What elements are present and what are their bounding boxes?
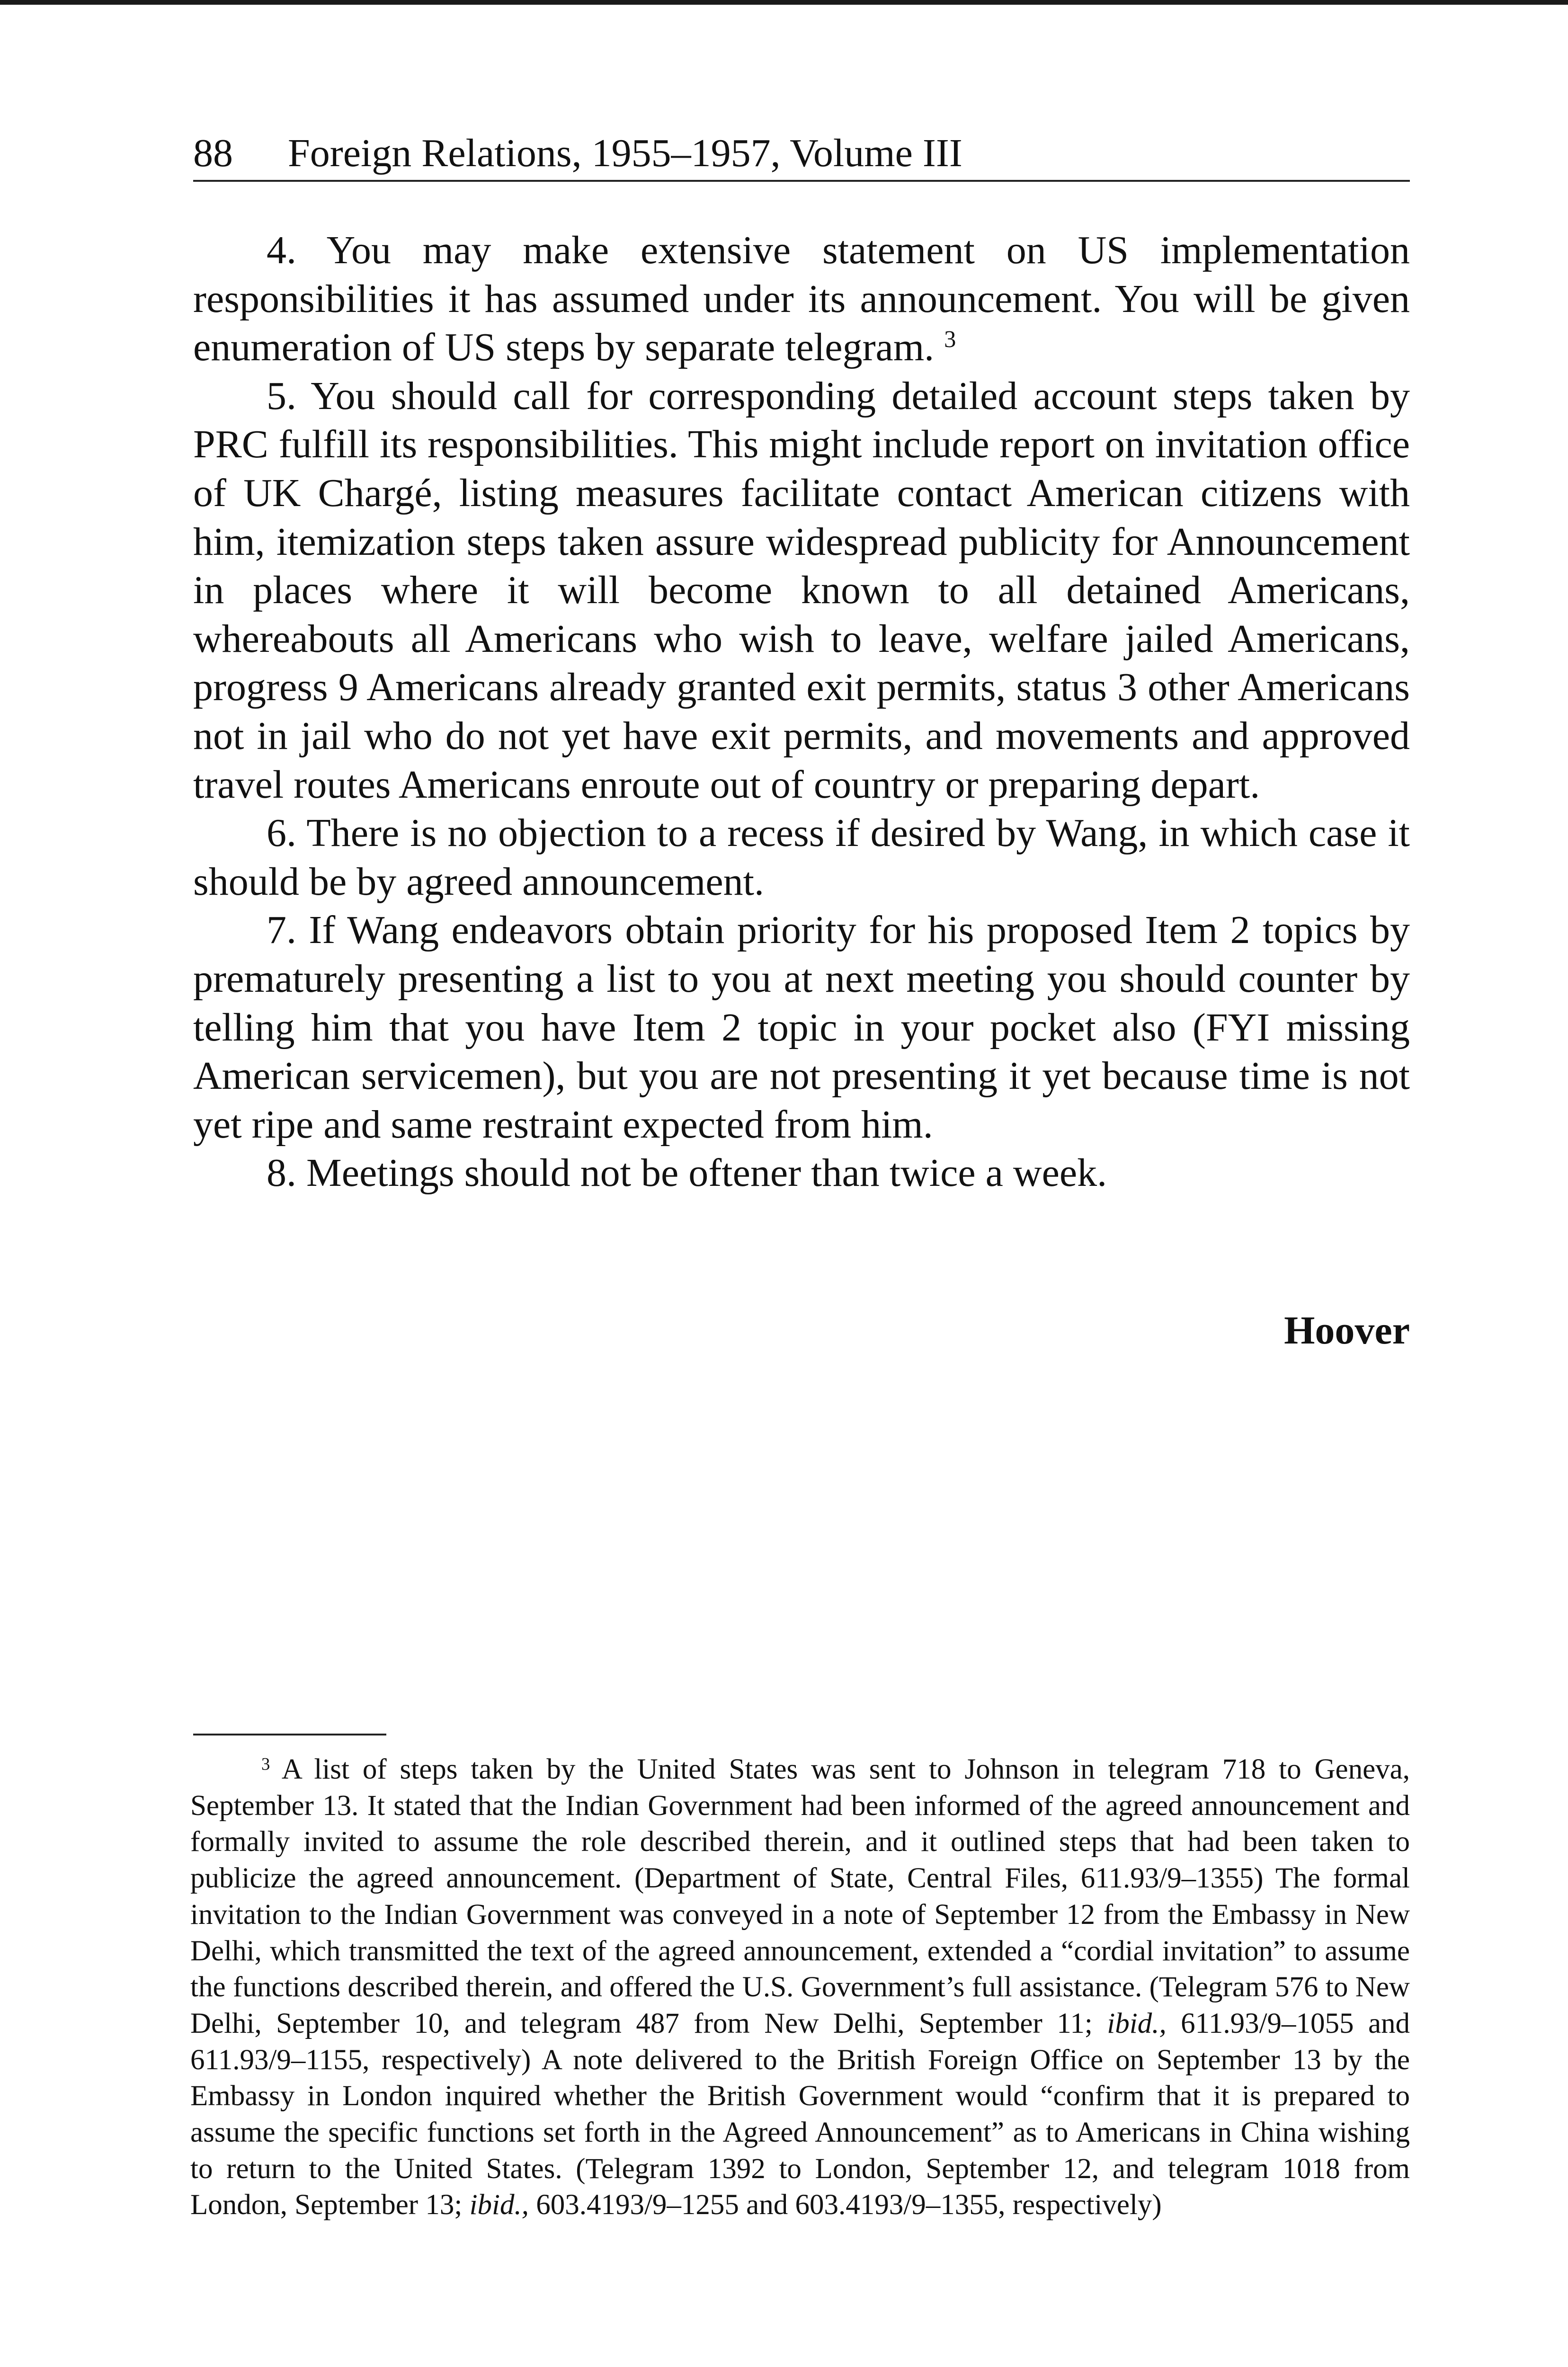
body-text <box>193 226 1410 1198</box>
paragraph-7: 7. If Wang endeavors obtain priority for his proposed Item 2 topics by prematurely presenting a list to you at next meeting you should counter by telling him that you have Item 2 topic in your pocket also (FYI missing American servicemen), but you are not presenting it yet because time is not yet ripe and same restraint expected from him. <box>193 908 1410 1147</box>
paragraph-4 <box>193 226 1410 372</box>
running-header <box>193 127 1410 182</box>
footnote-ibid-2: ibid., <box>469 2189 529 2221</box>
page-number: 88 <box>193 131 233 175</box>
footnote-text-part-1: A list of steps taken by the United States was sent to Johnson in telegram 718 to Geneva, September 13. It stated that the Indian Government had been informed of the agreed announcement and formally invited to assume the role described therein, and it outlined steps that had been taken to publicize the agreed announcement. (Department of State, Central Files, 611.93/9–1355) The formal invitation to the Indian Government was conveyed in a note of September 12 from the Embassy in New Delhi, which transmitted the text of the agreed announcement, extended a “cordial invitation” to assume the functions described therein, and offered the U.S. Government’s full assistance. (Telegram 576 to New Delhi, September 10, and telegram 487 from New Delhi, September 11; <box>190 1753 1410 2039</box>
signature: Hoover <box>1284 1308 1410 1353</box>
paragraph-5: 5. You should call for corresponding detailed account steps taken by PRC fulfill its responsibilities. This might include report on invitation office of UK Chargé, listing measures facilitate contact American citizens with him, itemization steps taken assure widespread publicity for Announcement in places where it will become known to all detained Americans, whereabouts all Americans who wish to leave, welfare jailed Americans, progress 9 Americans already granted exit permits, status 3 other Americans not in jail who do not yet have exit permits, and movements and approved travel routes Americans enroute out of country or preparing depart. <box>193 374 1410 807</box>
top-border-rule <box>0 0 1568 5</box>
footnote-text-part-3: 603.4193/9–1255 and 603.4193/9–1355, respectively) <box>536 2189 1162 2221</box>
footnote-number: 3 <box>261 1754 270 1774</box>
paragraph-6: 6. There is no objection to a recess if desired by Wang, in which case it should be by agreed announcement. <box>193 811 1410 904</box>
paragraph-4-text: 4. You may make extensive statement on US implementation responsibilities it has assumed under its announcement. You will be given enumeration of US steps by separate telegram. <box>193 228 1410 370</box>
footnote-3 <box>190 1752 1410 2224</box>
footnote-ref-3: 3 <box>944 326 956 353</box>
footnote-ibid-1: ibid., <box>1107 2007 1167 2039</box>
paragraph-8: 8. Meetings should not be oftener than twice a week. <box>267 1151 1107 1195</box>
running-title: Foreign Relations, 1955–1957, Volume III <box>288 131 962 175</box>
footnote-divider <box>193 1734 386 1735</box>
footnote-text-part-2: 611.93/9–1055 and 611.93/9–1155, respectively) A note delivered to the British Foreign Office on September 13 by the Embassy in London inquired whether the British Government would “confirm that it is prepared to assume the specific functions set forth in the Agreed Announcement” as to Americans in China wishing to return to the United States. (Telegram 1392 to London, September 12, and telegram 1018 from London, September 13; <box>190 2007 1410 2221</box>
